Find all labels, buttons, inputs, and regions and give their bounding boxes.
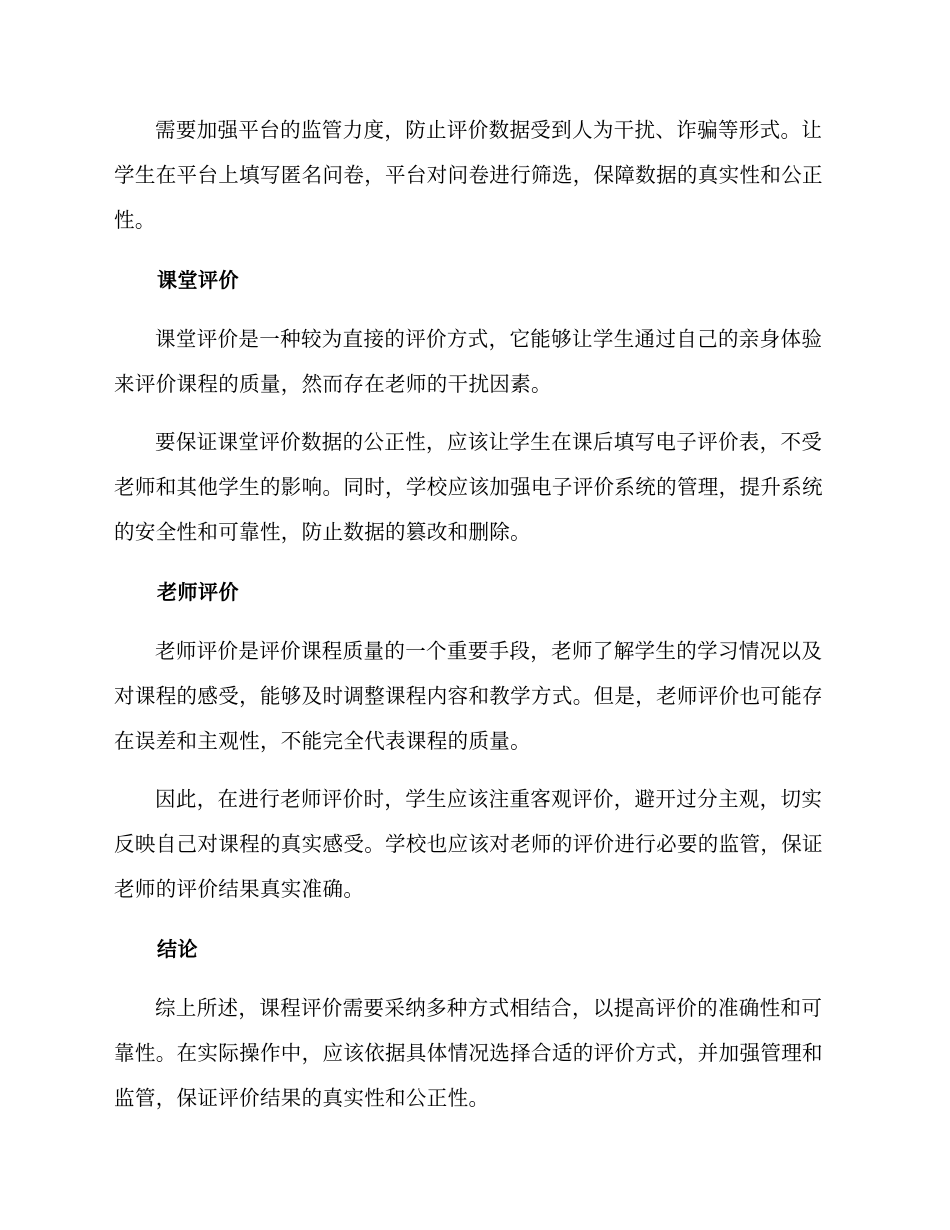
intro-paragraph: 需要加强平台的监管力度，防止评价数据受到人为干扰、诈骗等形式。让学生在平台上填写匿名问卷，平台对问卷进行筛选，保障数据的真实性和公正性。 [114, 118, 823, 232]
section-heading-teacher-evaluation: 老师评价 [157, 580, 239, 604]
document-page [114, 108, 836, 1121]
section-heading-conclusion: 结论 [157, 937, 198, 961]
paragraph: 老师评价是评价课程质量的一个重要手段，老师了解学生的学习情况以及对课程的感受，能够及时调整课程内容和教学方式。但是，老师评价也可能存在误差和主观性，不能完全代表课程的质量。 [114, 639, 823, 753]
paragraph: 课堂评价是一种较为直接的评价方式，它能够让学生通过自己的亲身体验来评价课程的质量，然而存在老师的干扰因素。 [114, 327, 823, 396]
paragraph: 要保证课堂评价数据的公正性，应该让学生在课后填写电子评价表，不受老师和其他学生的影响。同时，学校应该加强电子评价系统的管理，提升系统的安全性和可靠性，防止数据的篡改和删除。 [114, 430, 823, 544]
paragraph: 因此，在进行老师评价时，学生应该注重客观评价，避开过分主观，切实反映自己对课程的真实感受。学校也应该对老师的评价进行必要的监管，保证老师的评价结果真实准确。 [114, 787, 823, 901]
section-heading-classroom-evaluation: 课堂评价 [157, 268, 239, 292]
paragraph: 综上所述，课程评价需要采纳多种方式相结合，以提高评价的准确性和可靠性。在实际操作中，应该依据具体情况选择合适的评价方式，并加强管理和监管，保证评价结果的真实性和公正性。 [114, 996, 823, 1110]
